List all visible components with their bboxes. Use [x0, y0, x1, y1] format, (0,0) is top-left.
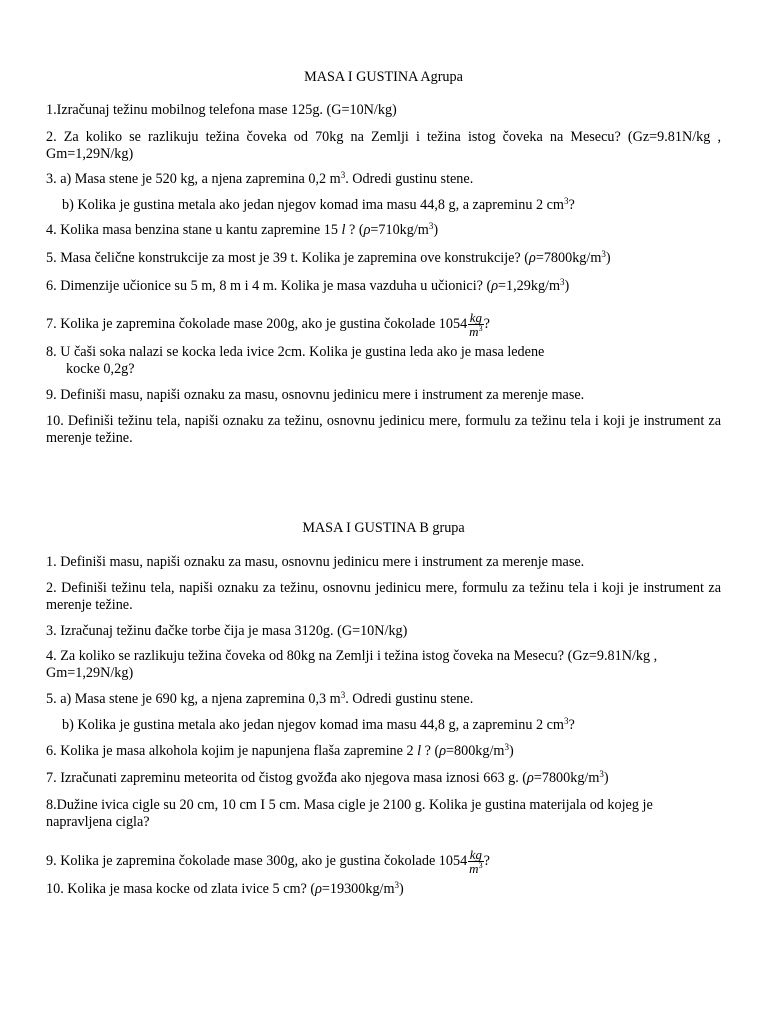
a-question-10: 10. Definiši težinu tela, napiši oznaku za težinu, osnovnu jedinicu mere, formulu za težinu tela i koji je instrument za merenje težine.: [46, 413, 721, 446]
a-question-7: 7. Kolika je zapremina čokolade mase 200g, ako je gustina čokolade 1054 $\frac{kg}{m^3}$ ?: [46, 309, 490, 339]
rho-symbol: ρ: [363, 222, 371, 238]
a-question-4: 4. Kolika masa benzina stane u kantu zapremine 15 l ? $(\rho=710kg/m^3)$: [46, 221, 439, 238]
a-question-9: 9. Definiši masu, napiši oznaku za masu, osnovnu jedinicu mere i instrument za merenje mase.: [46, 387, 585, 403]
rho-symbol: ρ: [491, 278, 499, 294]
liter-symbol: l: [417, 743, 422, 759]
group-b-title: MASA I GUSTINA B grupa: [302, 520, 465, 536]
b-question-2: 2. Definiši težinu tela, napiši oznaku za težinu, osnovnu jedinicu mere, formulu za težinu tela i koji je instrument za merenje težine.: [46, 580, 721, 613]
b-question-7: 7. Izračunati zapreminu meteorita od čistog gvožđa ako njegova masa iznosi 663 g. $(\rho=7800kg/m^3)$: [46, 769, 609, 786]
a-question-6: 6. Dimenzije učionice su 5 m, 8 m i 4 m. Kolika je masa vazduha u učionici? $(\rho=1,29kg/m^3)$: [46, 277, 570, 294]
density-unit-fraction: $\frac{kg}{m^3}$: [469, 846, 483, 876]
a-question-2: 2. Za koliko se razlikuju težina čoveka od 70kg na Zemlji i težina istog čoveka na Mesecu? (Gz=9.81N/kg , Gm=1,29N/kg): [46, 129, 721, 162]
density-unit-fraction: $\frac{kg}{m^3}$: [469, 309, 483, 339]
rho-symbol: ρ: [527, 770, 534, 786]
a-question-3a: 3. a) Masa stene je 520 kg, a njena zapremina 0,2 $m^3$. Odredi gustinu stene.: [46, 170, 474, 187]
b-question-1: 1. Definiši masu, napiši oznaku za masu, osnovnu jedinicu mere i instrument za merenje mase.: [46, 554, 585, 570]
a-question-3b: b) Kolika je gustina metala ako jedan njegov komad ima masu 44,8 g, a zapreminu 2 $cm^3$?: [62, 196, 575, 213]
b-question-6: 6. Kolika je masa alkohola kojim je napunjena flaša zapremine 2 l ? $(\rho=800kg/m^3)$: [46, 742, 514, 759]
b-question-3: 3. Izračunaj težinu đačke torbe čija je masa 3120g. (G=10N/kg): [46, 623, 408, 639]
rho-symbol: ρ: [529, 250, 536, 266]
a-question-5: 5. Masa čelične konstrukcije za most je 39 t. Kolika je zapremina ove konstrukcije? $(\rho=7800kg/m^3)$: [46, 249, 611, 266]
b-question-5a: 5. a) Masa stene je 690 kg, a njena zapremina 0,3 $m^3$. Odredi gustinu stene.: [46, 690, 474, 707]
b-question-8: 8.Dužine ivica cigle su 20 cm, 10 cm I 5 cm. Masa cigle je 2100 g. Kolika je gustina materijala od kojeg je napravljena cigla?: [46, 797, 653, 830]
liter-symbol: l: [341, 222, 346, 238]
b-question-9: 9. Kolika je zapremina čokolade mase 300g, ako je gustina čokolade 1054 $\frac{kg}{m^3}$ ?: [46, 846, 490, 876]
a-question-1: 1.Izračunaj težinu mobilnog telefona mase 125g. (G=10N/kg): [46, 102, 397, 118]
group-a-title: MASA I GUSTINA Agrupa: [304, 69, 463, 85]
b-question-5b: b) Kolika je gustina metala ako jedan njegov komad ima masu 44,8 g, a zapreminu 2 $cm^3$?: [62, 716, 575, 733]
b-question-4: 4. Za koliko se razlikuju težina čoveka od 80kg na Zemlji i težina istog čoveka na Mesecu? (Gz=9.81N/kg , Gm=1,29N/kg): [46, 648, 658, 681]
b-question-10: 10. Kolika je masa kocke od zlata ivice 5 cm? $(\rho=19300kg/m^3)$: [46, 880, 404, 897]
a-question-8: 8. U čaši soka nalazi se kocka leda ivice 2cm. Kolika je gustina leda ako je masa ledene kocke 0,2g?: [46, 344, 545, 377]
rho-symbol: ρ: [439, 743, 447, 759]
rho-symbol: ρ: [315, 881, 322, 897]
